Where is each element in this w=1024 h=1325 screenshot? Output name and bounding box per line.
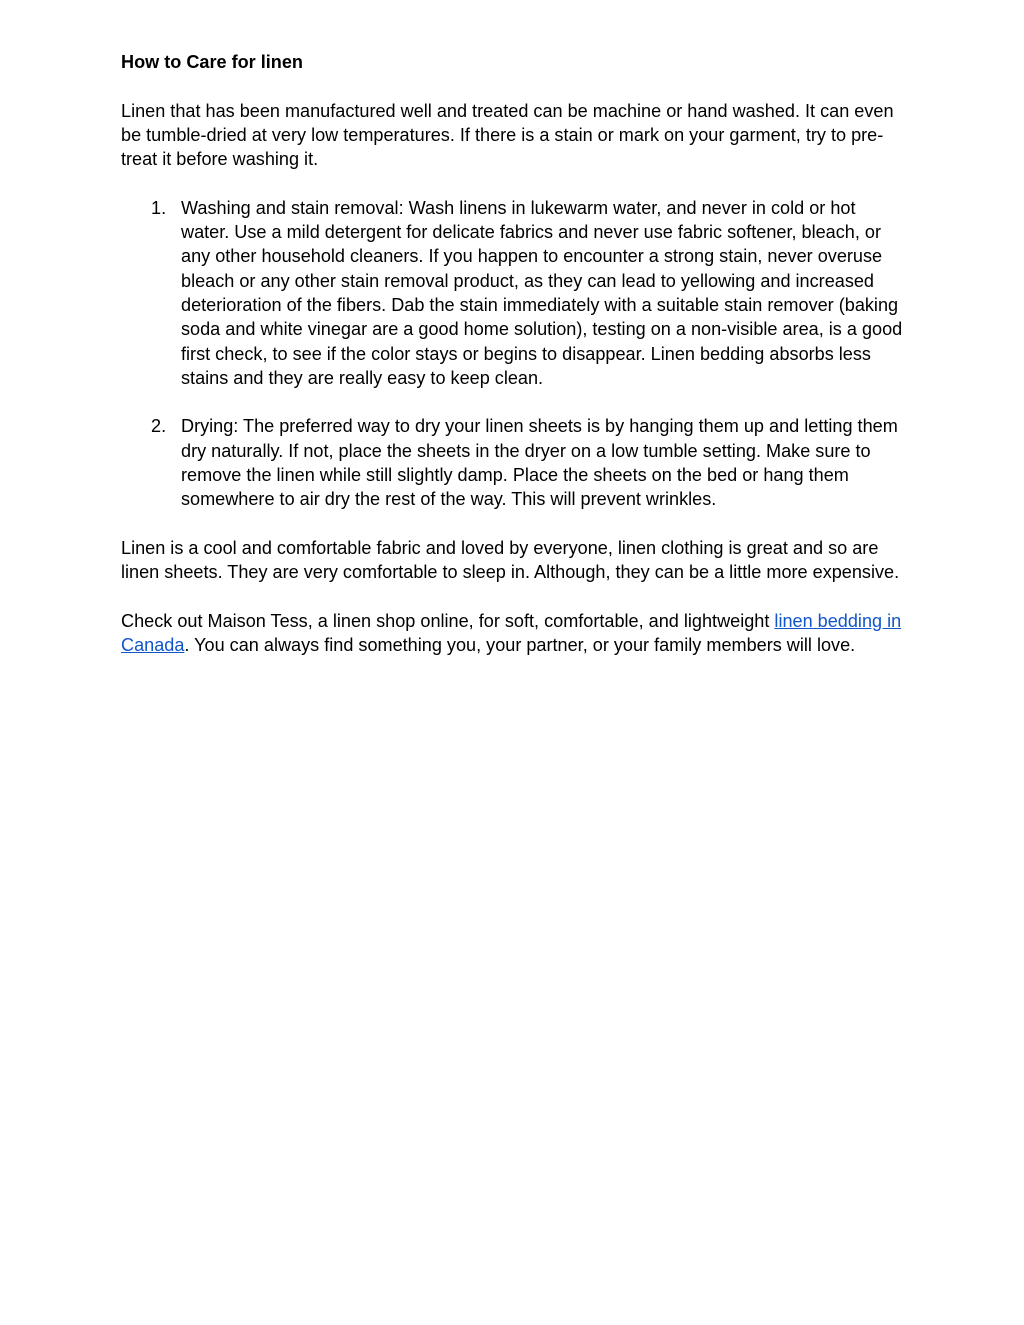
linen-bedding-link[interactable]: linen bedding in Canada [121, 610, 902, 656]
intro-paragraph: Linen that has been manufactured well and treated can be machine or hand washed. It can even be tumble-dried at very low temperatures. If there is a stain or mark on your garment, try to pre-treat it before washing it. [121, 100, 894, 170]
care-instructions-list [121, 196, 907, 512]
list-item-text: Washing and stain removal: Wash linens in lukewarm water, and never in cold or hot water. Use a mild detergent for delicate fabrics and never use fabric softener, bleach, or any other household cleaners. If you happen to encounter a strong stain, never overuse bleach or any other stain removal product, as they can lead to yellowing and increased deterioration of the fibers. Dab the stain immediately with a suitable stain remover (baking soda and white vinegar are a good home solution), testing on a non-visible area, is a good first check, to see if the color stays or begins to disappear. Linen bedding absorbs less stains and they are really easy to keep clean. [181, 197, 903, 388]
list-item-number: 2. [151, 416, 167, 437]
list-item [121, 196, 907, 390]
shop-text-before-link: Check out Maison Tess, a linen shop online, for soft, comfortable, and lightweight [121, 610, 775, 631]
linen-description-paragraph: Linen is a cool and comfortable fabric and loved by everyone, linen clothing is great and so are linen sheets. They are very comfortable to sleep in. Although, they can be a little more expensive. [121, 537, 900, 583]
list-item-text: Drying: The preferred way to dry your linen sheets is by hanging them up and letting them dry naturally. If not, place the sheets in the dryer on a low tumble setting. Make sure to remove the linen while still slightly damp. Place the sheets on the bed or hang them somewhere to air dry the rest of the way. This will prevent wrinkles. [181, 416, 898, 510]
shop-recommendation-paragraph [121, 609, 907, 658]
list-item [121, 414, 907, 511]
shop-text-after-link: . You can always find something you, your partner, or your family members will love. [184, 635, 856, 656]
document-title: How to Care for linen [121, 52, 303, 72]
list-item-number: 1. [151, 197, 167, 218]
document-page [121, 50, 907, 682]
